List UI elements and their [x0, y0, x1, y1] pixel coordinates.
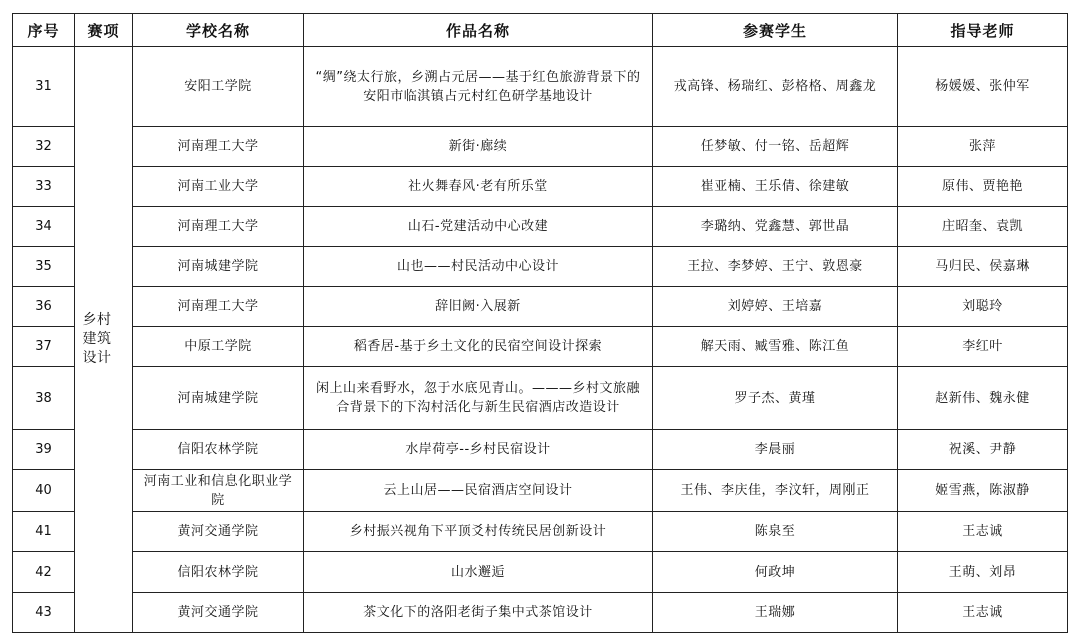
cell-teachers: 王志诚: [898, 512, 1068, 552]
cell-work: “绸”绕太行旅，乡溯占元居——基于红色旅游背景下的安阳市临淇镇占元村红色研学基地设计: [304, 47, 653, 127]
cell-number: 38: [13, 367, 75, 430]
header-category: 赛项: [75, 14, 133, 47]
table-row: [13, 470, 1068, 512]
cell-students: 何政坤: [653, 552, 898, 593]
cell-number: 43: [13, 593, 75, 633]
cell-students: 任梦敏、付一铭、岳超辉: [653, 127, 898, 167]
cell-number: 39: [13, 430, 75, 470]
cell-students: 陈泉至: [653, 512, 898, 552]
cell-students: 王瑞娜: [653, 593, 898, 633]
cell-teachers: 庄昭奎、袁凯: [898, 207, 1068, 247]
table-wrapper: [12, 13, 1068, 633]
cell-work: 水岸荷亭--乡村民宿设计: [304, 430, 653, 470]
header-work: 作品名称: [304, 14, 653, 47]
cell-school: 河南城建学院: [133, 367, 304, 430]
cell-students: 王伟、李庆佳，李汶轩，周刚正: [653, 470, 898, 512]
cell-number: 36: [13, 287, 75, 327]
cell-teachers: 李红叶: [898, 327, 1068, 367]
header-number: 序号: [13, 14, 75, 47]
table-row: [13, 127, 1068, 167]
cell-students: 王拉、李梦婷、王宁、敦恩豪: [653, 247, 898, 287]
cell-work: 山也——村民活动中心设计: [304, 247, 653, 287]
cell-teachers: 赵新伟、魏永健: [898, 367, 1068, 430]
cell-teachers: 杨媛媛、张仲军: [898, 47, 1068, 127]
cell-teachers: 祝溪、尹静: [898, 430, 1068, 470]
category-cell: [75, 47, 133, 633]
cell-school: 信阳农林学院: [133, 430, 304, 470]
cell-students: 李晨丽: [653, 430, 898, 470]
cell-students: 李璐纳、党鑫慧、郭世晶: [653, 207, 898, 247]
cell-number: 37: [13, 327, 75, 367]
cell-number: 35: [13, 247, 75, 287]
cell-work: 社火舞春风·老有所乐堂: [304, 167, 653, 207]
cell-work: 新街·廊续: [304, 127, 653, 167]
cell-number: 33: [13, 167, 75, 207]
cell-school: 信阳农林学院: [133, 552, 304, 593]
table-row: [13, 207, 1068, 247]
cell-number: 32: [13, 127, 75, 167]
cell-work: 山水邂逅: [304, 552, 653, 593]
header-row: [13, 14, 1068, 47]
cell-teachers: 马归民、侯嘉琳: [898, 247, 1068, 287]
cell-students: 戎高锋、杨瑞红、彭格格、周鑫龙: [653, 47, 898, 127]
cell-school: 河南城建学院: [133, 247, 304, 287]
cell-teachers: 姬雪燕，陈淑静: [898, 470, 1068, 512]
table-row: [13, 167, 1068, 207]
header-students: 参赛学生: [653, 14, 898, 47]
cell-number: 42: [13, 552, 75, 593]
cell-school: 黄河交通学院: [133, 593, 304, 633]
table-row: [13, 287, 1068, 327]
header-school: 学校名称: [133, 14, 304, 47]
cell-number: 41: [13, 512, 75, 552]
table-row: [13, 430, 1068, 470]
cell-teachers: 王萌、刘昂: [898, 552, 1068, 593]
cell-work: 稻香居-基于乡土文化的民宿空间设计探索: [304, 327, 653, 367]
cell-work: 闲上山来看野水，忽于水底见青山。———乡村文旅融合背景下的下沟村活化与新生民宿酒店改造设计: [304, 367, 653, 430]
cell-number: 34: [13, 207, 75, 247]
cell-school: 中原工学院: [133, 327, 304, 367]
cell-school: 河南工业和信息化职业学院: [133, 470, 304, 512]
table-row: [13, 47, 1068, 127]
cell-school: 河南工业大学: [133, 167, 304, 207]
cell-students: 罗子杰、黄瑾: [653, 367, 898, 430]
table-row: [13, 327, 1068, 367]
cell-school: 黄河交通学院: [133, 512, 304, 552]
cell-number: 40: [13, 470, 75, 512]
table-row: [13, 593, 1068, 633]
cell-school: 河南理工大学: [133, 207, 304, 247]
cell-students: 刘婷婷、王培嘉: [653, 287, 898, 327]
cell-students: 解天雨、臧雪雅、陈江鱼: [653, 327, 898, 367]
award-table: [12, 13, 1068, 633]
cell-students: 崔亚楠、王乐倩、徐建敏: [653, 167, 898, 207]
cell-work: 云上山居——民宿酒店空间设计: [304, 470, 653, 512]
table-row: [13, 367, 1068, 430]
cell-teachers: 王志诚: [898, 593, 1068, 633]
table-row: [13, 512, 1068, 552]
cell-teachers: 刘聪玲: [898, 287, 1068, 327]
table-row: [13, 247, 1068, 287]
cell-work: 辞旧阙·入展新: [304, 287, 653, 327]
cell-school: 河南理工大学: [133, 127, 304, 167]
cell-teachers: 原伟、贾艳艳: [898, 167, 1068, 207]
category-label: 乡村建筑设计: [82, 312, 112, 366]
cell-work: 乡村振兴视角下平顶爻村传统民居创新设计: [304, 512, 653, 552]
cell-work: 山石-党建活动中心改建: [304, 207, 653, 247]
header-teachers: 指导老师: [898, 14, 1068, 47]
table-row: [13, 552, 1068, 593]
cell-work: 茶文化下的洛阳老街子集中式茶馆设计: [304, 593, 653, 633]
cell-teachers: 张萍: [898, 127, 1068, 167]
cell-school: 河南理工大学: [133, 287, 304, 327]
cell-number: 31: [13, 47, 75, 127]
cell-school: 安阳工学院: [133, 47, 304, 127]
